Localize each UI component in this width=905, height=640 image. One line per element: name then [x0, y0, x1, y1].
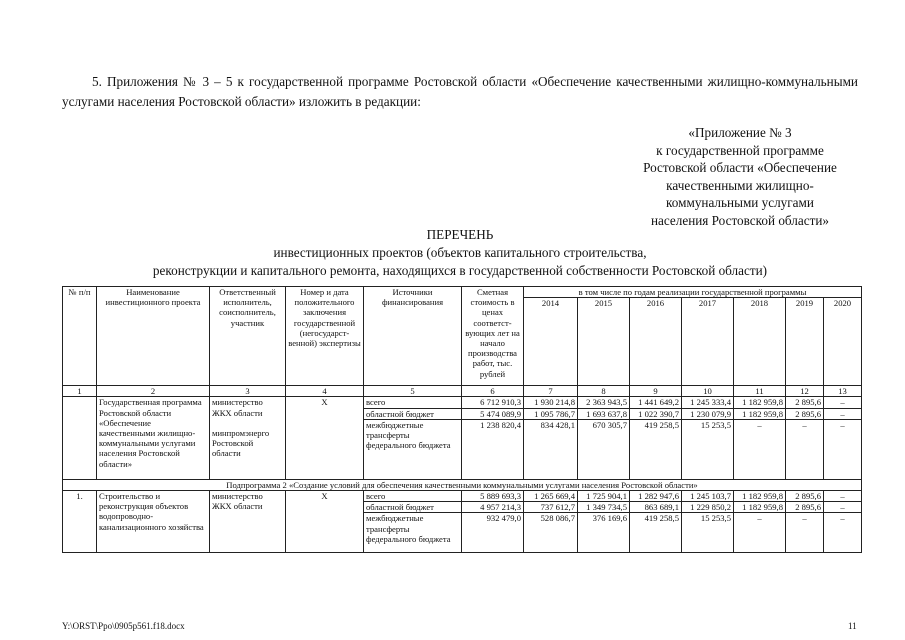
column-number: 12: [786, 386, 824, 397]
year-value: 1 349 734,5: [578, 502, 630, 513]
year-value: 1 693 637,8: [578, 408, 630, 419]
column-number: 8: [578, 386, 630, 397]
subprogram-row: [63, 479, 862, 490]
source-cell: всего: [364, 397, 462, 408]
table-row: [63, 491, 862, 502]
year-value: –: [734, 419, 786, 479]
year-value: 737 612,7: [524, 502, 578, 513]
year-value: 670 305,7: [578, 419, 630, 479]
year-value: 419 258,5: [630, 513, 682, 553]
cost-cell: 5 474 089,9: [462, 408, 524, 419]
appendix-line: Ростовской области «Обеспечение: [643, 160, 837, 175]
column-number: 4: [286, 386, 364, 397]
year-value: 1 230 079,9: [682, 408, 734, 419]
year-value: 1 245 333,4: [682, 397, 734, 408]
item-expertise: Х: [286, 491, 364, 553]
source-cell: областной бюджет: [364, 502, 462, 513]
program-executor-main: министерство ЖКХ области: [212, 397, 263, 418]
header-num: № п/п: [63, 287, 97, 386]
year-value: 1 265 669,4: [524, 491, 578, 502]
year-value: 1 182 959,8: [734, 408, 786, 419]
title-line: ПЕРЕЧЕНЬ: [426, 227, 494, 242]
item-executor: министерство ЖКХ области: [210, 491, 286, 553]
cost-cell: 932 479,0: [462, 513, 524, 553]
column-number-row: [63, 386, 862, 397]
year-value: 2 895,6: [786, 491, 824, 502]
program-participant: минпромэнерго Ростовской области: [212, 427, 270, 459]
year-value: 376 169,6: [578, 513, 630, 553]
investment-projects-table: [62, 286, 862, 553]
title-line: реконструкции и капитального ремонта, находящихся в государственной собственности Ростовской области): [152, 263, 768, 278]
subprogram-title: Подпрограмма 2 «Создание условий для обеспечения качественными коммунальными услугами населения Ростовской области»: [63, 479, 862, 490]
title-line: инвестиционных проектов (объектов капитального строительства,: [273, 245, 647, 260]
source-cell: областной бюджет: [364, 408, 462, 419]
column-number: 3: [210, 386, 286, 397]
year-value: 1 022 390,7: [630, 408, 682, 419]
year-value: –: [824, 491, 862, 502]
year-value: 419 258,5: [630, 419, 682, 479]
year-value: 2 895,6: [786, 502, 824, 513]
appendix-line: населения Ростовской области»: [650, 212, 830, 228]
year-value: 834 428,1: [524, 419, 578, 479]
cost-cell: 4 957 214,3: [462, 502, 524, 513]
header-year: 2020: [824, 298, 862, 386]
program-expertise: Х: [286, 397, 364, 479]
year-value: 2 363 943,5: [578, 397, 630, 408]
year-value: –: [734, 513, 786, 553]
cost-cell: 1 238 820,4: [462, 419, 524, 479]
year-value: 1 930 214,8: [524, 397, 578, 408]
year-value: 1 282 947,6: [630, 491, 682, 502]
year-value: –: [824, 397, 862, 408]
column-number: 10: [682, 386, 734, 397]
header-year: 2016: [630, 298, 682, 386]
year-value: 1 182 959,8: [734, 491, 786, 502]
header-year: 2018: [734, 298, 786, 386]
year-value: 2 895,6: [786, 408, 824, 419]
year-value: 1 182 959,8: [734, 397, 786, 408]
appendix-line: «Приложение № 3: [688, 125, 792, 140]
source-cell: всего: [364, 491, 462, 502]
year-value: 528 086,7: [524, 513, 578, 553]
program-num-cell: [63, 397, 97, 479]
year-value: 1 182 959,8: [734, 502, 786, 513]
table-row: [63, 397, 862, 408]
header-name: Наименование инвестиционного проекта: [97, 287, 210, 386]
year-value: 2 895,6: [786, 397, 824, 408]
header-cost: Сметная стоимость в ценах соответст-вующих лет на начало производства работ, тыс. рублей: [462, 287, 524, 386]
year-value: 15 253,5: [682, 513, 734, 553]
year-value: 1 245 103,7: [682, 491, 734, 502]
year-value: –: [786, 419, 824, 479]
document-title: [62, 226, 858, 280]
column-number: 9: [630, 386, 682, 397]
year-value: 1 229 850,2: [682, 502, 734, 513]
intro-paragraph: 5. Приложения № 3 – 5 к государственной программе Ростовской области «Обеспечение качественными жилищно-коммунальными услугами населения Ростовской области» изложить в редакции:: [62, 74, 858, 109]
header-year: 2017: [682, 298, 734, 386]
program-executor: [210, 397, 286, 479]
source-cell: межбюджетные трансферты федерального бюджета: [364, 419, 462, 479]
year-value: –: [824, 419, 862, 479]
header-year: 2019: [786, 298, 824, 386]
year-value: –: [786, 513, 824, 553]
year-value: –: [824, 513, 862, 553]
appendix-line: коммунальными услугами: [666, 195, 814, 210]
appendix-line: к государственной программе: [656, 142, 824, 158]
item-num: 1.: [63, 491, 97, 553]
item-name: Строительство и реконструкция объектов водопроводно-канализационного хозяйства: [97, 491, 210, 553]
year-value: 1 725 904,1: [578, 491, 630, 502]
year-value: –: [824, 408, 862, 419]
column-number: 5: [364, 386, 462, 397]
table-header-row: [63, 287, 862, 298]
source-cell: межбюджетные трансферты федерального бюджета: [364, 513, 462, 553]
header-year: 2014: [524, 298, 578, 386]
program-name: Государственная программа Ростовской области «Обеспечение качественными жилищно-коммунальными услугами населения Ростовской области»: [97, 397, 210, 479]
column-number: 11: [734, 386, 786, 397]
header-expertise: Номер и дата положительного заключения государственной (негосударст-венной) экспертизы: [286, 287, 364, 386]
cost-cell: 5 889 693,3: [462, 491, 524, 502]
header-year: 2015: [578, 298, 630, 386]
header-source: Источники финансирования: [364, 287, 462, 386]
year-value: 15 253,5: [682, 419, 734, 479]
footer-page-number: 11: [848, 621, 857, 631]
column-number: 7: [524, 386, 578, 397]
header-executor: Ответственный исполнитель, соисполнитель, участник: [210, 287, 286, 386]
column-number: 13: [824, 386, 862, 397]
year-value: 1 095 786,7: [524, 408, 578, 419]
year-value: 1 441 649,2: [630, 397, 682, 408]
header-years-group: в том числе по годам реализации государственной программы: [524, 287, 862, 298]
column-number: 2: [97, 386, 210, 397]
column-number: 1: [63, 386, 97, 397]
year-value: 863 689,1: [630, 502, 682, 513]
column-number: 6: [462, 386, 524, 397]
footer-file-path: Y:\ORST\Ppo\0905p561.f18.docx: [62, 621, 185, 631]
year-value: –: [824, 502, 862, 513]
cost-cell: 6 712 910,3: [462, 397, 524, 408]
appendix-line: качественными жилищно-: [666, 177, 814, 193]
appendix-heading: [620, 124, 860, 229]
